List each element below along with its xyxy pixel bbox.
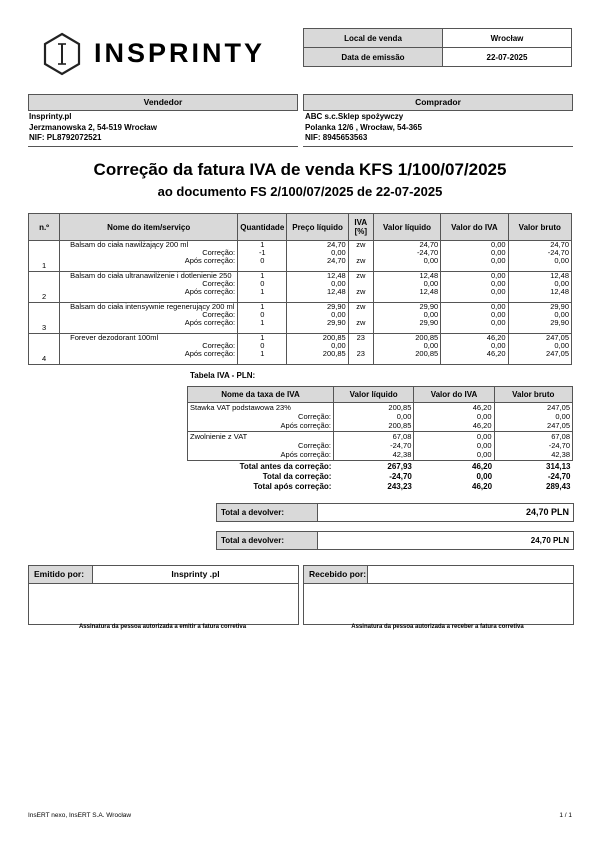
item-row: [29, 334, 572, 365]
item-price-2: 12,48: [326, 287, 346, 296]
refund-value-2: 24,70 PLN: [530, 536, 569, 545]
vat-gross: [494, 403, 572, 432]
col-gross-value: Valor bruto: [508, 214, 571, 241]
item-vat-value-0: 0,00: [490, 302, 506, 311]
item-vat-value-1: 0,00: [490, 341, 506, 350]
item-vat-value: [441, 334, 508, 365]
seller-header: Vendedor: [28, 94, 298, 111]
item-gross-2: 247,05: [546, 349, 569, 358]
item-vat-value-0: 0,00: [490, 240, 506, 249]
item-gross-1: 0,00: [554, 310, 569, 319]
item-net-0: 29,90: [419, 302, 439, 311]
vat-col-rate-name: Nome da taxa de IVA: [188, 387, 334, 403]
item-price: [287, 272, 348, 303]
item-net-1: -24,70: [416, 248, 439, 257]
item-vat-value: [441, 241, 508, 272]
total-gross: 289,43: [546, 481, 571, 491]
item-row: [29, 272, 572, 303]
vat-vat-1: 0,00: [476, 441, 492, 450]
item-qty-0: 1: [260, 302, 265, 311]
item-name: Balsam do ciała nawilżający 200 ml: [70, 240, 189, 249]
col-vat-value: Valor do IVA: [441, 214, 508, 241]
vat-vat-2: 0,00: [476, 450, 492, 459]
item-gross-0: 12,48: [550, 271, 569, 280]
place-label: Local de venda: [304, 29, 443, 48]
item-qty: [238, 241, 287, 272]
after-correction-label: Após correção:: [184, 318, 236, 327]
buyer-nif: NIF: 8945653563: [305, 133, 368, 142]
vat-total-row: [188, 461, 573, 472]
item-qty-0: 1: [260, 333, 265, 342]
vat-rate-name: Zwolnienie z VAT: [190, 432, 248, 441]
item-row: [29, 241, 572, 272]
item-vat-rate-2: zw: [356, 287, 366, 296]
item-vat-value-1: 0,00: [490, 310, 506, 319]
vat-gross-2: 42,38: [551, 450, 570, 459]
info-row-date: [304, 48, 572, 67]
item-no: 1: [29, 241, 60, 272]
vat-after-correction-label: Após correção:: [280, 421, 331, 430]
vat-gross-0: 247,05: [547, 403, 570, 412]
total-net: 267,93: [387, 461, 412, 471]
date-value: 22-07-2025: [443, 48, 572, 67]
vat-vat: [414, 403, 494, 432]
item-qty-0: 1: [260, 271, 265, 280]
col-net-value: Valor líquido: [373, 214, 440, 241]
vat-rate-name: Stawka VAT podstawowa 23%: [190, 403, 291, 412]
vat-net: [333, 403, 413, 432]
items-header-row: [29, 214, 572, 241]
total-gross: 314,13: [546, 461, 571, 471]
item-qty-1: 0: [260, 310, 265, 319]
item-qty-1: 0: [260, 341, 265, 350]
vat-gross: [494, 432, 572, 461]
item-no: 2: [29, 272, 60, 303]
issued-by-label: Emitido por:: [29, 566, 93, 583]
item-gross: [508, 272, 571, 303]
item-vat-value: [441, 272, 508, 303]
footer-software: InsERT nexo, InsERT S.A. Wrocław: [28, 812, 132, 819]
item-qty: [238, 303, 287, 334]
vat-gross-2: 247,05: [547, 421, 570, 430]
item-net: [373, 334, 440, 365]
item-qty-2: 1: [260, 349, 265, 358]
item-vat-value-2: 0,00: [490, 287, 506, 296]
buyer-name: ABC s.c.Sklep spożywczy: [305, 112, 404, 121]
vat-rate-name-cell: [188, 403, 334, 432]
item-net-1: 0,00: [423, 310, 439, 319]
logo-hexagon-icon: [42, 32, 82, 76]
seller-name: Insprinty.pl: [29, 112, 72, 121]
after-correction-label: Após correção:: [184, 256, 236, 265]
vat-total-row: [188, 471, 573, 481]
item-vat-value-1: 0,00: [490, 248, 506, 257]
item-name-cell: [60, 303, 238, 334]
total-vat: 46,20: [472, 461, 493, 471]
item-vat-value-0: 46,20: [486, 333, 506, 342]
item-price: [287, 241, 348, 272]
item-price-2: 24,70: [326, 256, 346, 265]
vat-col-gross: Valor bruto: [494, 387, 572, 403]
after-correction-label: Após correção:: [184, 287, 236, 296]
item-net-0: 200,85: [415, 333, 439, 342]
vat-row: [188, 432, 573, 461]
item-vat-rate-0: zw: [356, 240, 366, 249]
item-net-0: 24,70: [419, 240, 439, 249]
item-vat-rate: [348, 241, 373, 272]
item-gross-0: 29,90: [550, 302, 569, 311]
item-gross: [508, 303, 571, 334]
item-gross-1: 0,00: [554, 341, 569, 350]
place-value: Wrocław: [443, 29, 572, 48]
issued-by-box: [28, 565, 299, 625]
item-vat-value-2: 46,20: [486, 349, 506, 358]
item-name: Forever dezodorant 100ml: [70, 333, 159, 342]
correction-label: Correção:: [202, 341, 236, 350]
item-qty: [238, 334, 287, 365]
item-price-0: 24,70: [326, 240, 346, 249]
vat-net-0: 200,85: [388, 403, 412, 412]
item-qty: [238, 272, 287, 303]
vat-vat-1: 0,00: [476, 412, 492, 421]
vat-table: [187, 386, 573, 491]
vat-gross-0: 67,08: [551, 432, 570, 441]
item-name-cell: [60, 272, 238, 303]
vat-vat: [414, 432, 494, 461]
buyer-header: Comprador: [303, 94, 573, 111]
item-net-2: 200,85: [415, 349, 439, 358]
issued-by-value: Insprinty .pl: [171, 569, 220, 579]
item-qty-1: -1: [258, 248, 266, 257]
vat-col-net: Valor líquido: [333, 387, 413, 403]
total-vat: 0,00: [476, 471, 493, 481]
item-gross-1: 0,00: [554, 279, 569, 288]
col-vat-rate: IVA [%]: [348, 214, 373, 241]
item-net: [373, 272, 440, 303]
vat-after-correction-label: Após correção:: [280, 450, 331, 459]
item-vat-value-2: 0,00: [490, 256, 506, 265]
item-name: Balsam do ciała intensywnie regenerujący 200 ml: [70, 302, 235, 311]
total-net: -24,70: [389, 471, 412, 481]
seller-address: Jerzmanowska 2, 54-519 Wrocław: [29, 122, 157, 132]
item-no: 4: [29, 334, 60, 365]
item-price-0: 12,48: [326, 271, 346, 280]
item-qty-2: 0: [260, 256, 265, 265]
item-vat-value: [441, 303, 508, 334]
total-vat: 46,20: [472, 481, 493, 491]
refund-box-2: [216, 531, 574, 550]
col-net-price: Preço líquido: [287, 214, 348, 241]
item-vat-rate: [348, 303, 373, 334]
item-gross: [508, 241, 571, 272]
vat-vat-0: 46,20: [472, 403, 492, 412]
item-price-1: 0,00: [331, 248, 346, 257]
item-net-2: 0,00: [423, 256, 439, 265]
item-row: [29, 303, 572, 334]
vat-correction-label: Correção:: [298, 412, 331, 421]
total-label: Total após correção:: [253, 481, 332, 491]
item-price-1: 0,00: [331, 279, 346, 288]
item-vat-rate-2: zw: [356, 318, 366, 327]
vat-header-row: [188, 387, 573, 403]
total-label: Total antes da correção:: [239, 461, 332, 471]
correction-label: Correção:: [202, 310, 236, 319]
document-subtitle: ao documento FS 2/100/07/2025 de 22-07-2025: [157, 184, 443, 199]
document-title: Correção da fatura IVA de venda KFS 1/100/07/2025: [93, 160, 507, 179]
item-qty-2: 1: [260, 287, 265, 296]
vat-row: [188, 403, 573, 432]
item-price-0: 200,85: [322, 333, 346, 342]
received-by-label: Recebido por:: [304, 566, 368, 583]
item-gross-2: 12,48: [550, 287, 569, 296]
logo-text: INSPRINTY: [94, 38, 266, 68]
refund-label-2: Total a devolver:: [217, 532, 318, 549]
buyer-address: Polanka 12/6 , Wrocław, 54-365: [305, 122, 422, 132]
company-logo: [42, 32, 266, 76]
item-qty-0: 1: [260, 240, 265, 249]
vat-vat-2: 46,20: [472, 421, 492, 430]
item-net-2: 12,48: [419, 287, 439, 296]
item-vat-rate-0: zw: [356, 271, 366, 280]
issue-info-table: [303, 28, 572, 67]
seller-nif: NIF: PL8792072521: [29, 133, 102, 142]
item-name-cell: [60, 241, 238, 272]
vat-table-caption: Tabela IVA - PLN:: [190, 371, 256, 380]
vat-net-1: 0,00: [396, 412, 412, 421]
item-name: Balsam do ciała ultranawilżenie i dotlenienie 250: [70, 271, 232, 280]
vat-net-0: 67,08: [392, 432, 412, 441]
footer-page-number: 1 / 1: [559, 812, 572, 819]
item-gross: [508, 334, 571, 365]
vat-gross-1: 0,00: [555, 412, 570, 421]
info-row-place: [304, 29, 572, 48]
item-vat-rate-0: 23: [356, 333, 365, 342]
correction-label: Correção:: [202, 279, 236, 288]
received-signature-note: Assinatura da pessoa autorizada a receber a fatura corretiva: [351, 624, 524, 630]
vat-rate-name-cell: [188, 432, 334, 461]
item-gross-0: 247,05: [546, 333, 569, 342]
item-net-0: 12,48: [419, 271, 439, 280]
item-net-1: 0,00: [423, 341, 439, 350]
vat-net-2: 42,38: [392, 450, 412, 459]
refund-label-1: Total a devolver:: [217, 504, 318, 521]
item-gross-2: 0,00: [554, 256, 569, 265]
col-item-name: Nome do item/serviço: [60, 214, 238, 241]
date-label: Data de emissão: [304, 48, 443, 67]
vat-gross-1: -24,70: [548, 441, 570, 450]
item-price-0: 29,90: [326, 302, 346, 311]
vat-correction-label: Correção:: [298, 441, 331, 450]
buyer-details: [305, 112, 422, 144]
item-net-2: 29,90: [419, 318, 439, 327]
item-qty-1: 0: [260, 279, 265, 288]
item-vat-value-2: 0,00: [490, 318, 506, 327]
received-by-box: [303, 565, 574, 625]
item-price: [287, 303, 348, 334]
item-price-1: 0,00: [331, 341, 346, 350]
total-label: Total da correção:: [262, 471, 332, 481]
item-vat-rate: [348, 272, 373, 303]
item-vat-value-0: 0,00: [490, 271, 506, 280]
vat-vat-0: 0,00: [476, 432, 492, 441]
item-net: [373, 241, 440, 272]
refund-value-1: 24,70 PLN: [525, 507, 569, 517]
seller-details: [29, 112, 157, 144]
item-net-1: 0,00: [423, 279, 439, 288]
col-no: n.º: [29, 214, 60, 241]
item-gross-2: 29,90: [550, 318, 569, 327]
item-qty-2: 1: [260, 318, 265, 327]
issued-signature-note: Assinatura da pessoa autorizada a emitir a fatura corretiva: [78, 624, 247, 630]
items-table: [28, 213, 572, 365]
seller-divider: [28, 146, 298, 147]
total-gross: -24,70: [547, 471, 571, 481]
item-gross-0: 24,70: [550, 240, 569, 249]
vat-col-vat: Valor do IVA: [414, 387, 494, 403]
item-vat-rate-2: zw: [356, 256, 366, 265]
vat-net: [333, 432, 413, 461]
correction-label: Correção:: [202, 248, 236, 257]
item-vat-value-1: 0,00: [490, 279, 506, 288]
item-net: [373, 303, 440, 334]
col-quantity: Quantidade: [238, 214, 287, 241]
total-net: 243,23: [387, 481, 412, 491]
item-no: 3: [29, 303, 60, 334]
item-vat-rate: [348, 334, 373, 365]
item-vat-rate-0: zw: [356, 302, 366, 311]
item-price-2: 200,85: [322, 349, 346, 358]
item-gross-1: -24,70: [547, 248, 569, 257]
vat-total-row: [188, 481, 573, 491]
item-price-1: 0,00: [331, 310, 346, 319]
vat-net-2: 200,85: [388, 421, 412, 430]
item-vat-rate-2: 23: [356, 349, 365, 358]
item-price-2: 29,90: [326, 318, 346, 327]
buyer-divider: [303, 146, 573, 147]
after-correction-label: Após correção:: [184, 349, 236, 358]
item-price: [287, 334, 348, 365]
item-name-cell: [60, 334, 238, 365]
refund-box-1: [216, 503, 574, 522]
vat-net-1: -24,70: [390, 441, 412, 450]
